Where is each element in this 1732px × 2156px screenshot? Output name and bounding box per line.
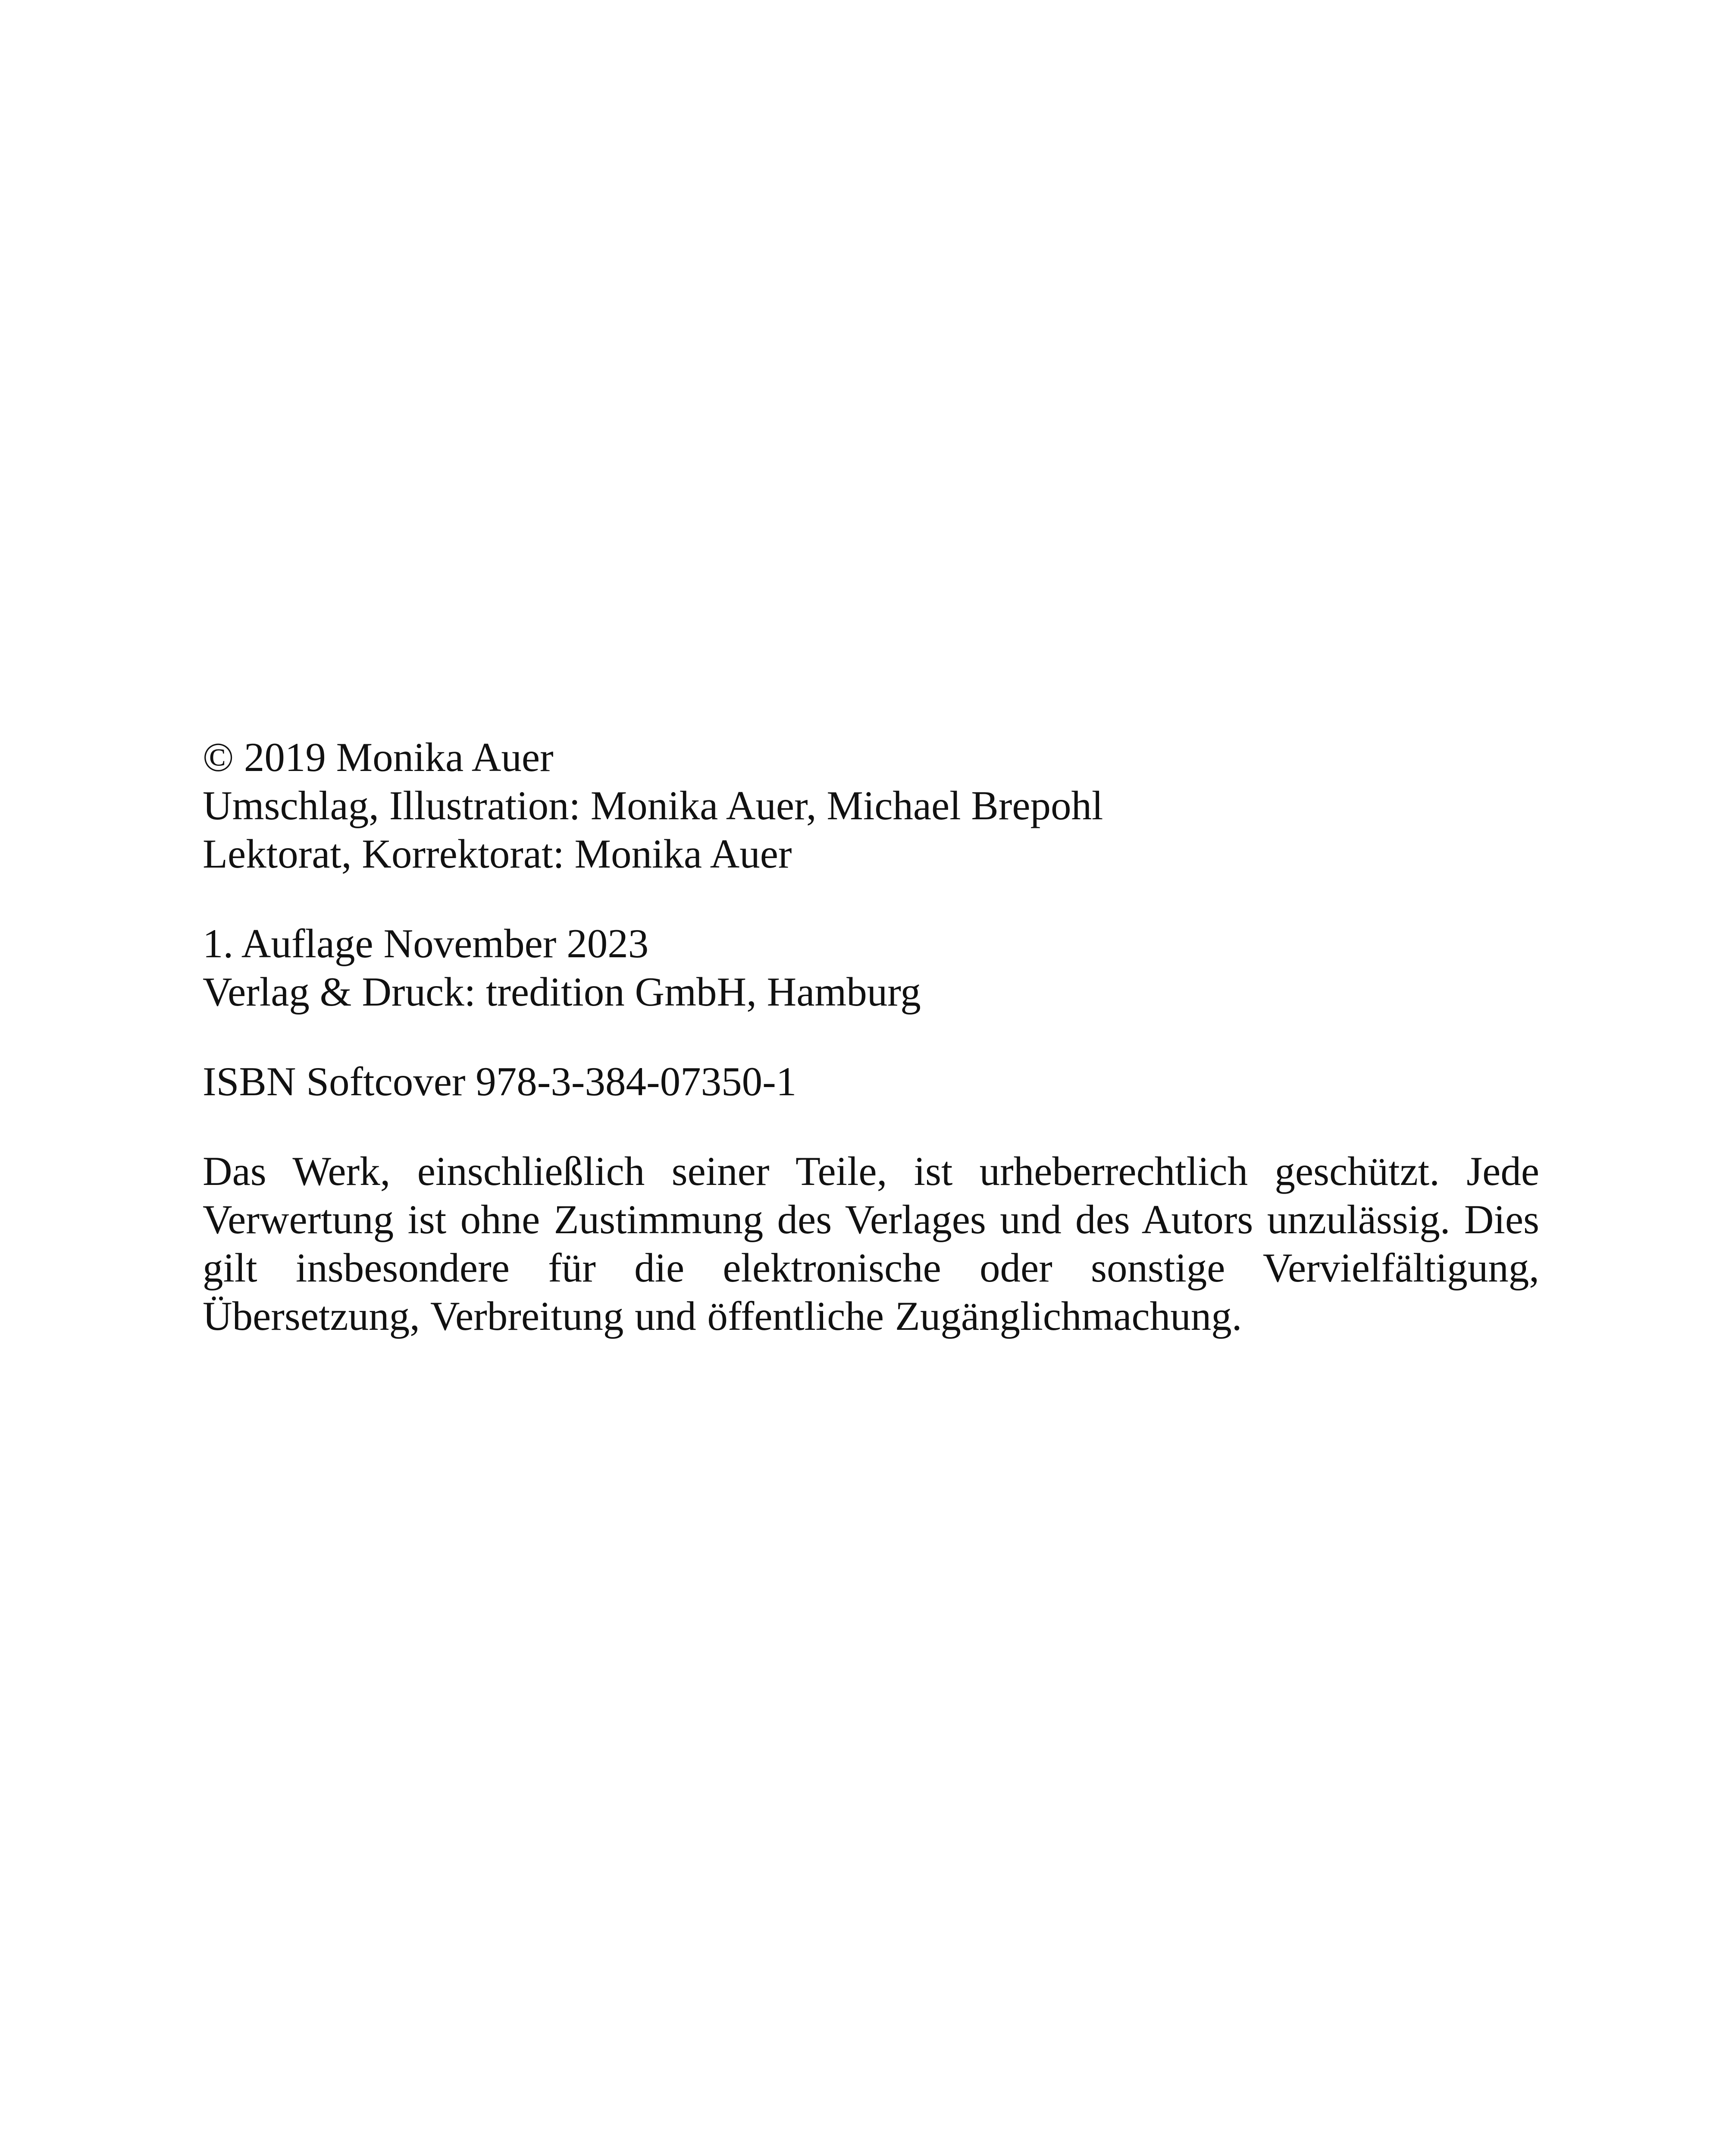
- isbn-block: [203, 1057, 1539, 1106]
- isbn-line: ISBN Softcover 978-3-384-07350-1: [203, 1059, 797, 1104]
- imprint-block: [203, 733, 1539, 1340]
- editing-credit-line: Lektorat, Korrektorat: Monika Auer: [203, 831, 792, 877]
- spacer: [203, 1016, 1539, 1057]
- edition-block: [203, 919, 1539, 1016]
- spacer: [203, 1106, 1539, 1147]
- publisher-line: Verlag & Druck: tredition GmbH, Hamburg: [203, 969, 921, 1015]
- edition-line: 1. Auflage November 2023: [203, 921, 649, 966]
- spacer: [203, 878, 1539, 919]
- credits-block: [203, 733, 1539, 878]
- cover-credit-line: Umschlag, Illustration: Monika Auer, Michael Brepohl: [203, 783, 1103, 828]
- copyright-line: © 2019 Monika Auer: [203, 734, 554, 780]
- copyright-legal-notice: Das Werk, einschließlich seiner Teile, ist urheberrechtlich geschützt. Jede Verwertung ist ohne Zustimmung des Verlages und des Autors unzulässig. Dies gilt insbesondere für die elektronische oder sonstige Vervielfältigung, Übersetzung, Verbreitung und öffentliche Zugänglichmachung.: [203, 1148, 1539, 1339]
